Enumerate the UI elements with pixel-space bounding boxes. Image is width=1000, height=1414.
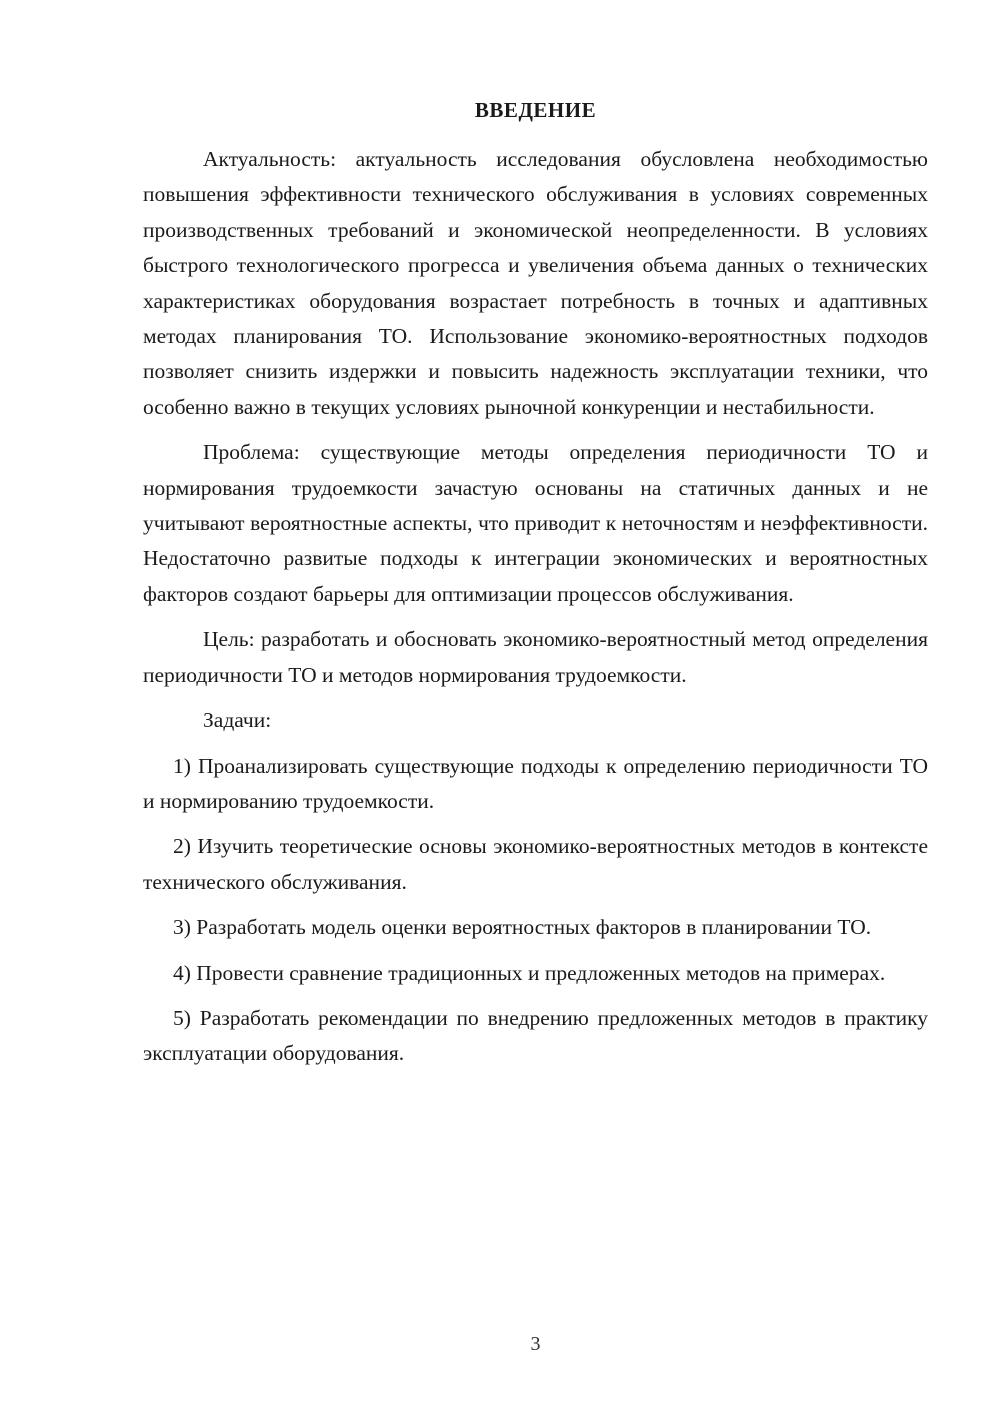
document-body	[143, 142, 928, 1082]
page-number: 3	[530, 1333, 541, 1355]
task-item-4: 4) Провести сравнение традиционных и предложенных методов на примерах.	[173, 960, 886, 985]
task-item-3: 3) Разработать модель оценки вероятностных факторов в планировании ТО.	[173, 915, 872, 940]
document-page	[143, 0, 928, 1414]
paragraph-goal: Цель: разработать и обосновать экономико-вероятностный метод определения периодичности ТО и методов нормирования трудоемкости.	[143, 627, 928, 687]
paragraph-problem: Проблема: существующие методы определения периодичности ТО и нормирования трудоемкости зачастую основаны на статичных данных и не учитывают вероятностные аспекты, что приводит к неточностям и неэффективности. Недостаточно развитые подходы к интеграции экономических и вероятностных факторов создают барьеры для оптимизации процессов обслуживания.	[143, 440, 928, 606]
paragraph-relevance: Актуальность: актуальность исследования обусловлена необходимостью повышения эффективности технического обслуживания в условиях современных производственных требований и экономической неопределенности. В условиях быстрого технологического прогресса и увеличения объема данных о технических характеристиках оборудования возрастает потребность в точных и адаптивных методах планирования ТО. Использование экономико-вероятностных подходов позволяет снизить издержки и повысить надежность эксплуатации техники, что особенно важно в текущих условиях рыночной конкуренции и нестабильности.	[143, 147, 928, 419]
task-item-5: 5) Разработать рекомендации по внедрению предложенных методов в практику эксплуатации оборудования.	[143, 1005, 928, 1066]
page-title: ВВЕДЕНИЕ	[474, 98, 597, 122]
task-item-2: 2) Изучить теоретические основы экономико-вероятностных методов в контексте технического обслуживания.	[143, 834, 928, 894]
tasks-heading: Задачи:	[203, 708, 272, 733]
task-item-1: 1) Проанализировать существующие подходы к определению периодичности ТО и нормированию трудоемкости.	[143, 753, 928, 813]
